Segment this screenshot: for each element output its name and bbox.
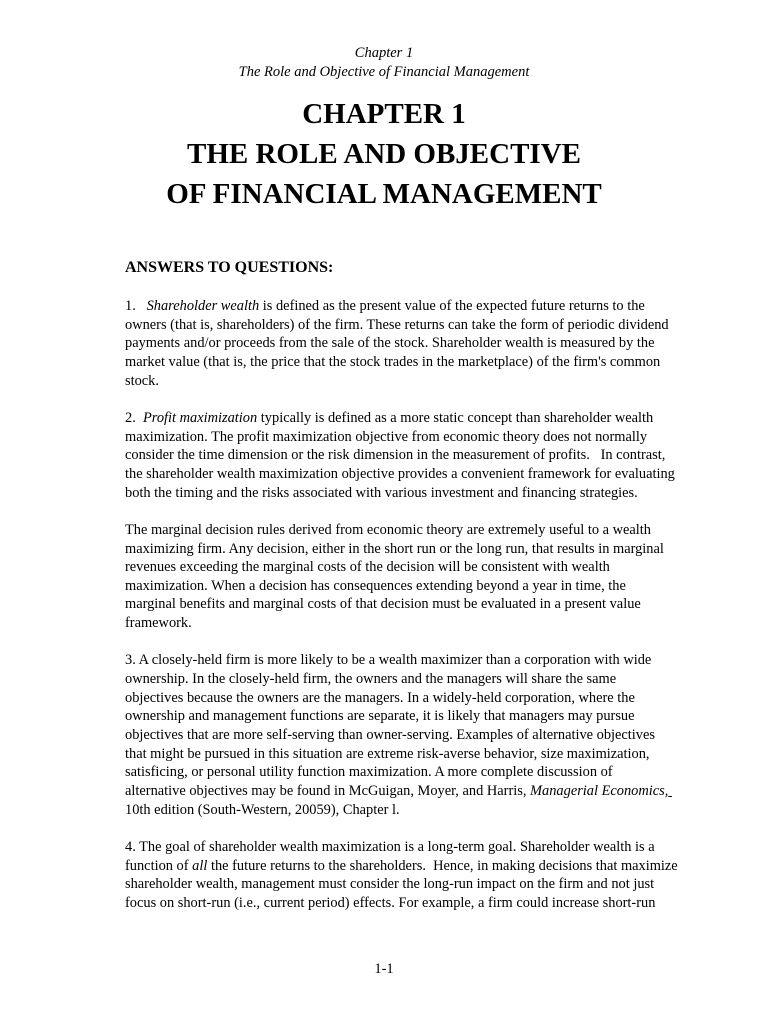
- chapter-title-line-3: OF FINANCIAL MANAGEMENT: [166, 178, 602, 210]
- answer-text: [668, 783, 672, 799]
- answer-text: function of: [125, 857, 193, 874]
- answer-2b-line: revenues exceeding the marginal costs of the decision will be consistent with wealth: [125, 559, 610, 576]
- running-header-chapter: Chapter 1: [354, 45, 414, 61]
- answer-3-line: satisficing, or personal utility function maximization. A more complete discussion of: [125, 764, 613, 781]
- answer-term: Shareholder wealth: [146, 298, 260, 314]
- answer-3-line: objectives that are more self-serving than owner-serving. Examples of alternative objectives: [125, 727, 655, 744]
- answer-2-line: [125, 409, 715, 428]
- answer-2b-line: The marginal decision rules derived from economic theory are extremely useful to a wealth: [125, 521, 651, 538]
- answer-3-line: that might be pursued in this situation are extreme risk-averse behavior, size maximization,: [125, 745, 650, 762]
- answer-2b-line: marginal benefits and marginal costs of that decision must be evaluated in a present value: [125, 596, 641, 613]
- answer-4-line: focus on short-run (i.e., current period) effects. For example, a firm could increase short-run: [125, 894, 656, 911]
- section-heading: ANSWERS TO QUESTIONS:: [125, 259, 334, 276]
- answer-2b-line: framework.: [125, 615, 192, 632]
- answer-2b-line: maximizing firm. Any decision, either in the short run or the long run, that results in marginal: [125, 540, 664, 557]
- answer-2: [125, 409, 715, 502]
- document-body: [125, 258, 715, 913]
- answer-2-continued: [125, 521, 715, 633]
- answer-2b-line: maximization. When a decision has consequences extending beyond a year in time, the: [125, 577, 626, 594]
- emphasis-text: all: [192, 857, 208, 874]
- answer-2-line: both the timing and the risks associated with various investment and financing strategies.: [125, 484, 638, 501]
- answer-3-line: 10th edition (South-Western, 20059), Chapter l.: [125, 801, 400, 818]
- answer-1-line: market value (that is, the price that the stock trades in the marketplace) of the firm's common: [125, 353, 661, 370]
- chapter-title: [0, 94, 768, 214]
- book-title: Managerial Economics,: [530, 783, 669, 800]
- answer-term: Profit maximization: [143, 409, 258, 426]
- answer-2-line: consider the time dimension or the risk dimension in the measurement of profits. In contrast,: [125, 447, 666, 464]
- answer-1-line: payments and/or proceeds from the sale of the stock. Shareholder wealth is measured by the: [125, 335, 655, 352]
- answer-4-line: 4. The goal of shareholder wealth maximization is a long-term goal. Shareholder wealth is a: [125, 838, 655, 855]
- answer-number: 1.: [125, 298, 147, 314]
- answer-4-line: shareholder wealth, management must consider the long-run impact on the firm and not just: [125, 876, 655, 893]
- answer-3-line: 3. A closely-held firm is more likely to be a wealth maximizer than a corporation with wide: [125, 652, 652, 669]
- answer-text: is defined as the present value of the expected future returns to the: [259, 298, 645, 314]
- answer-text: the future returns to the shareholders. Hence, in making decisions that maximize: [207, 857, 678, 874]
- chapter-title-line-1: CHAPTER 1: [302, 98, 466, 130]
- answer-3-line: objectives because the owners are the managers. In a widely-held corporation, where the: [125, 689, 635, 706]
- answer-text: alternative objectives may be found in McGuigan, Moyer, and Harris,: [125, 783, 531, 800]
- answer-3-line: ownership and management functions are separate, it is likely that managers may pursue: [125, 708, 635, 725]
- answer-1-line: owners (that is, shareholders) of the firm. These returns can take the form of periodic dividend: [125, 316, 669, 333]
- running-header-title: The Role and Objective of Financial Management: [238, 64, 530, 80]
- answer-2-line: the shareholder wealth maximization objective provides a convenient framework for evaluating: [125, 465, 675, 482]
- answer-3: [125, 651, 715, 819]
- answer-3-line: [125, 782, 715, 801]
- answer-3-line: ownership. In the closely-held firm, the owners and the managers will share the same: [125, 671, 617, 688]
- answer-4-line: [125, 857, 715, 876]
- answer-text: typically is defined as a more static concept than shareholder wealth: [257, 409, 654, 426]
- running-header: [0, 44, 768, 82]
- answer-4: [125, 838, 715, 913]
- chapter-title-line-2: THE ROLE AND OBJECTIVE: [186, 138, 581, 170]
- page-number: 1-1: [374, 961, 394, 977]
- answer-1: [125, 297, 715, 390]
- answer-1-line: stock.: [125, 372, 159, 389]
- answer-number: 2.: [125, 409, 143, 426]
- answer-2-line: maximization. The profit maximization objective from economic theory does not normally: [125, 428, 648, 445]
- answer-1-line: [125, 297, 715, 316]
